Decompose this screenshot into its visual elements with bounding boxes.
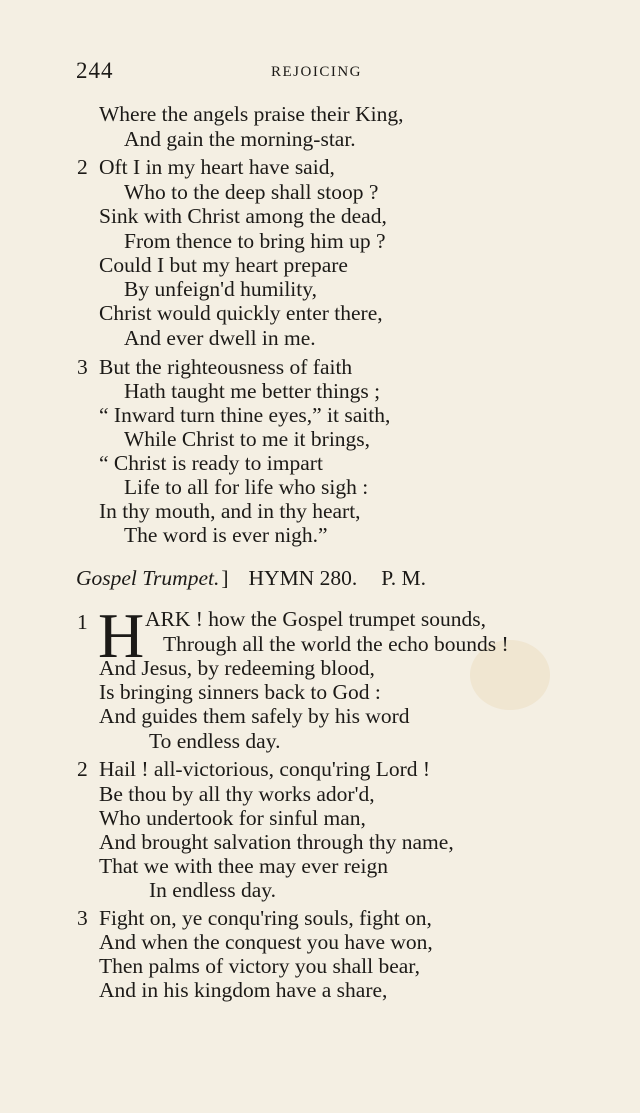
verse-line: Could I but my heart prepare bbox=[99, 253, 348, 277]
verse-line: In endless day. bbox=[149, 878, 276, 902]
verse-line: Is bringing sinners back to God : bbox=[99, 680, 381, 704]
verse-number: 2 bbox=[77, 757, 88, 781]
verse-number: 3 bbox=[77, 355, 88, 379]
verse-line: In thy mouth, and in thy heart, bbox=[99, 499, 361, 523]
verse-line: Who to the deep shall stoop ? bbox=[124, 180, 379, 204]
verse-line: Hail ! all-victorious, conqu'ring Lord ! bbox=[99, 757, 431, 781]
verse-line: And when the conquest you have won, bbox=[99, 930, 433, 954]
page-header bbox=[76, 58, 476, 88]
verse-line: To endless day. bbox=[149, 729, 281, 753]
verse-line: Sink with Christ among the dead, bbox=[99, 204, 387, 228]
verse-line: ARK ! how the Gospel trumpet sounds, bbox=[145, 607, 486, 631]
page-number: 244 bbox=[76, 58, 114, 83]
hymn-source: Gospel Trumpet. bbox=[76, 566, 220, 590]
drop-cap: H bbox=[98, 600, 145, 671]
verse-line: Fight on, ye conqu'ring souls, fight on, bbox=[99, 906, 432, 930]
hymn-bracket: ] bbox=[221, 566, 229, 590]
verse-line: “ Christ is ready to impart bbox=[99, 451, 323, 475]
verse-line: Who undertook for sinful man, bbox=[99, 806, 366, 830]
verse-line: And Jesus, by redeeming blood, bbox=[99, 656, 375, 680]
verse-number: 3 bbox=[77, 906, 88, 930]
verse-line: From thence to bring him up ? bbox=[124, 229, 386, 253]
verse-line: Through all the world the echo bounds ! bbox=[163, 632, 509, 656]
verse-line: Be thou by all thy works ador'd, bbox=[99, 782, 375, 806]
verse-number: 1 bbox=[77, 610, 88, 634]
verse-line: By unfeign'd humility, bbox=[124, 277, 317, 301]
verse-line: And in his kingdom have a share, bbox=[99, 978, 388, 1002]
verse-line: The word is ever nigh.” bbox=[124, 523, 328, 547]
verse-line: Life to all for life who sigh : bbox=[124, 475, 369, 499]
verse-line: But the righteousness of faith bbox=[99, 355, 353, 379]
verse-line: That we with thee may ever reign bbox=[99, 854, 388, 878]
hymn-meter: P. M. bbox=[381, 566, 427, 590]
verse-number: 2 bbox=[77, 155, 88, 179]
verse-line: While Christ to me it brings, bbox=[124, 427, 371, 451]
verse-line: And brought salvation through thy name, bbox=[99, 830, 454, 854]
verse-line: Christ would quickly enter there, bbox=[99, 301, 383, 325]
hymn-title-line bbox=[76, 566, 426, 591]
running-head: REJOICING bbox=[271, 64, 362, 80]
verse-line: Where the angels praise their King, bbox=[99, 102, 404, 126]
verse-line: Oft I in my heart have said, bbox=[99, 155, 335, 179]
verse-line: And ever dwell in me. bbox=[124, 326, 316, 350]
verse-line: Hath taught me better things ; bbox=[124, 379, 381, 403]
verse-line: “ Inward turn thine eyes,” it saith, bbox=[99, 403, 391, 427]
verse-line: And guides them safely by his word bbox=[99, 704, 410, 728]
hymn-title: HYMN 280. bbox=[248, 566, 358, 590]
verse-line: Then palms of victory you shall bear, bbox=[99, 954, 420, 978]
verse-line: And gain the morning-star. bbox=[124, 127, 356, 151]
